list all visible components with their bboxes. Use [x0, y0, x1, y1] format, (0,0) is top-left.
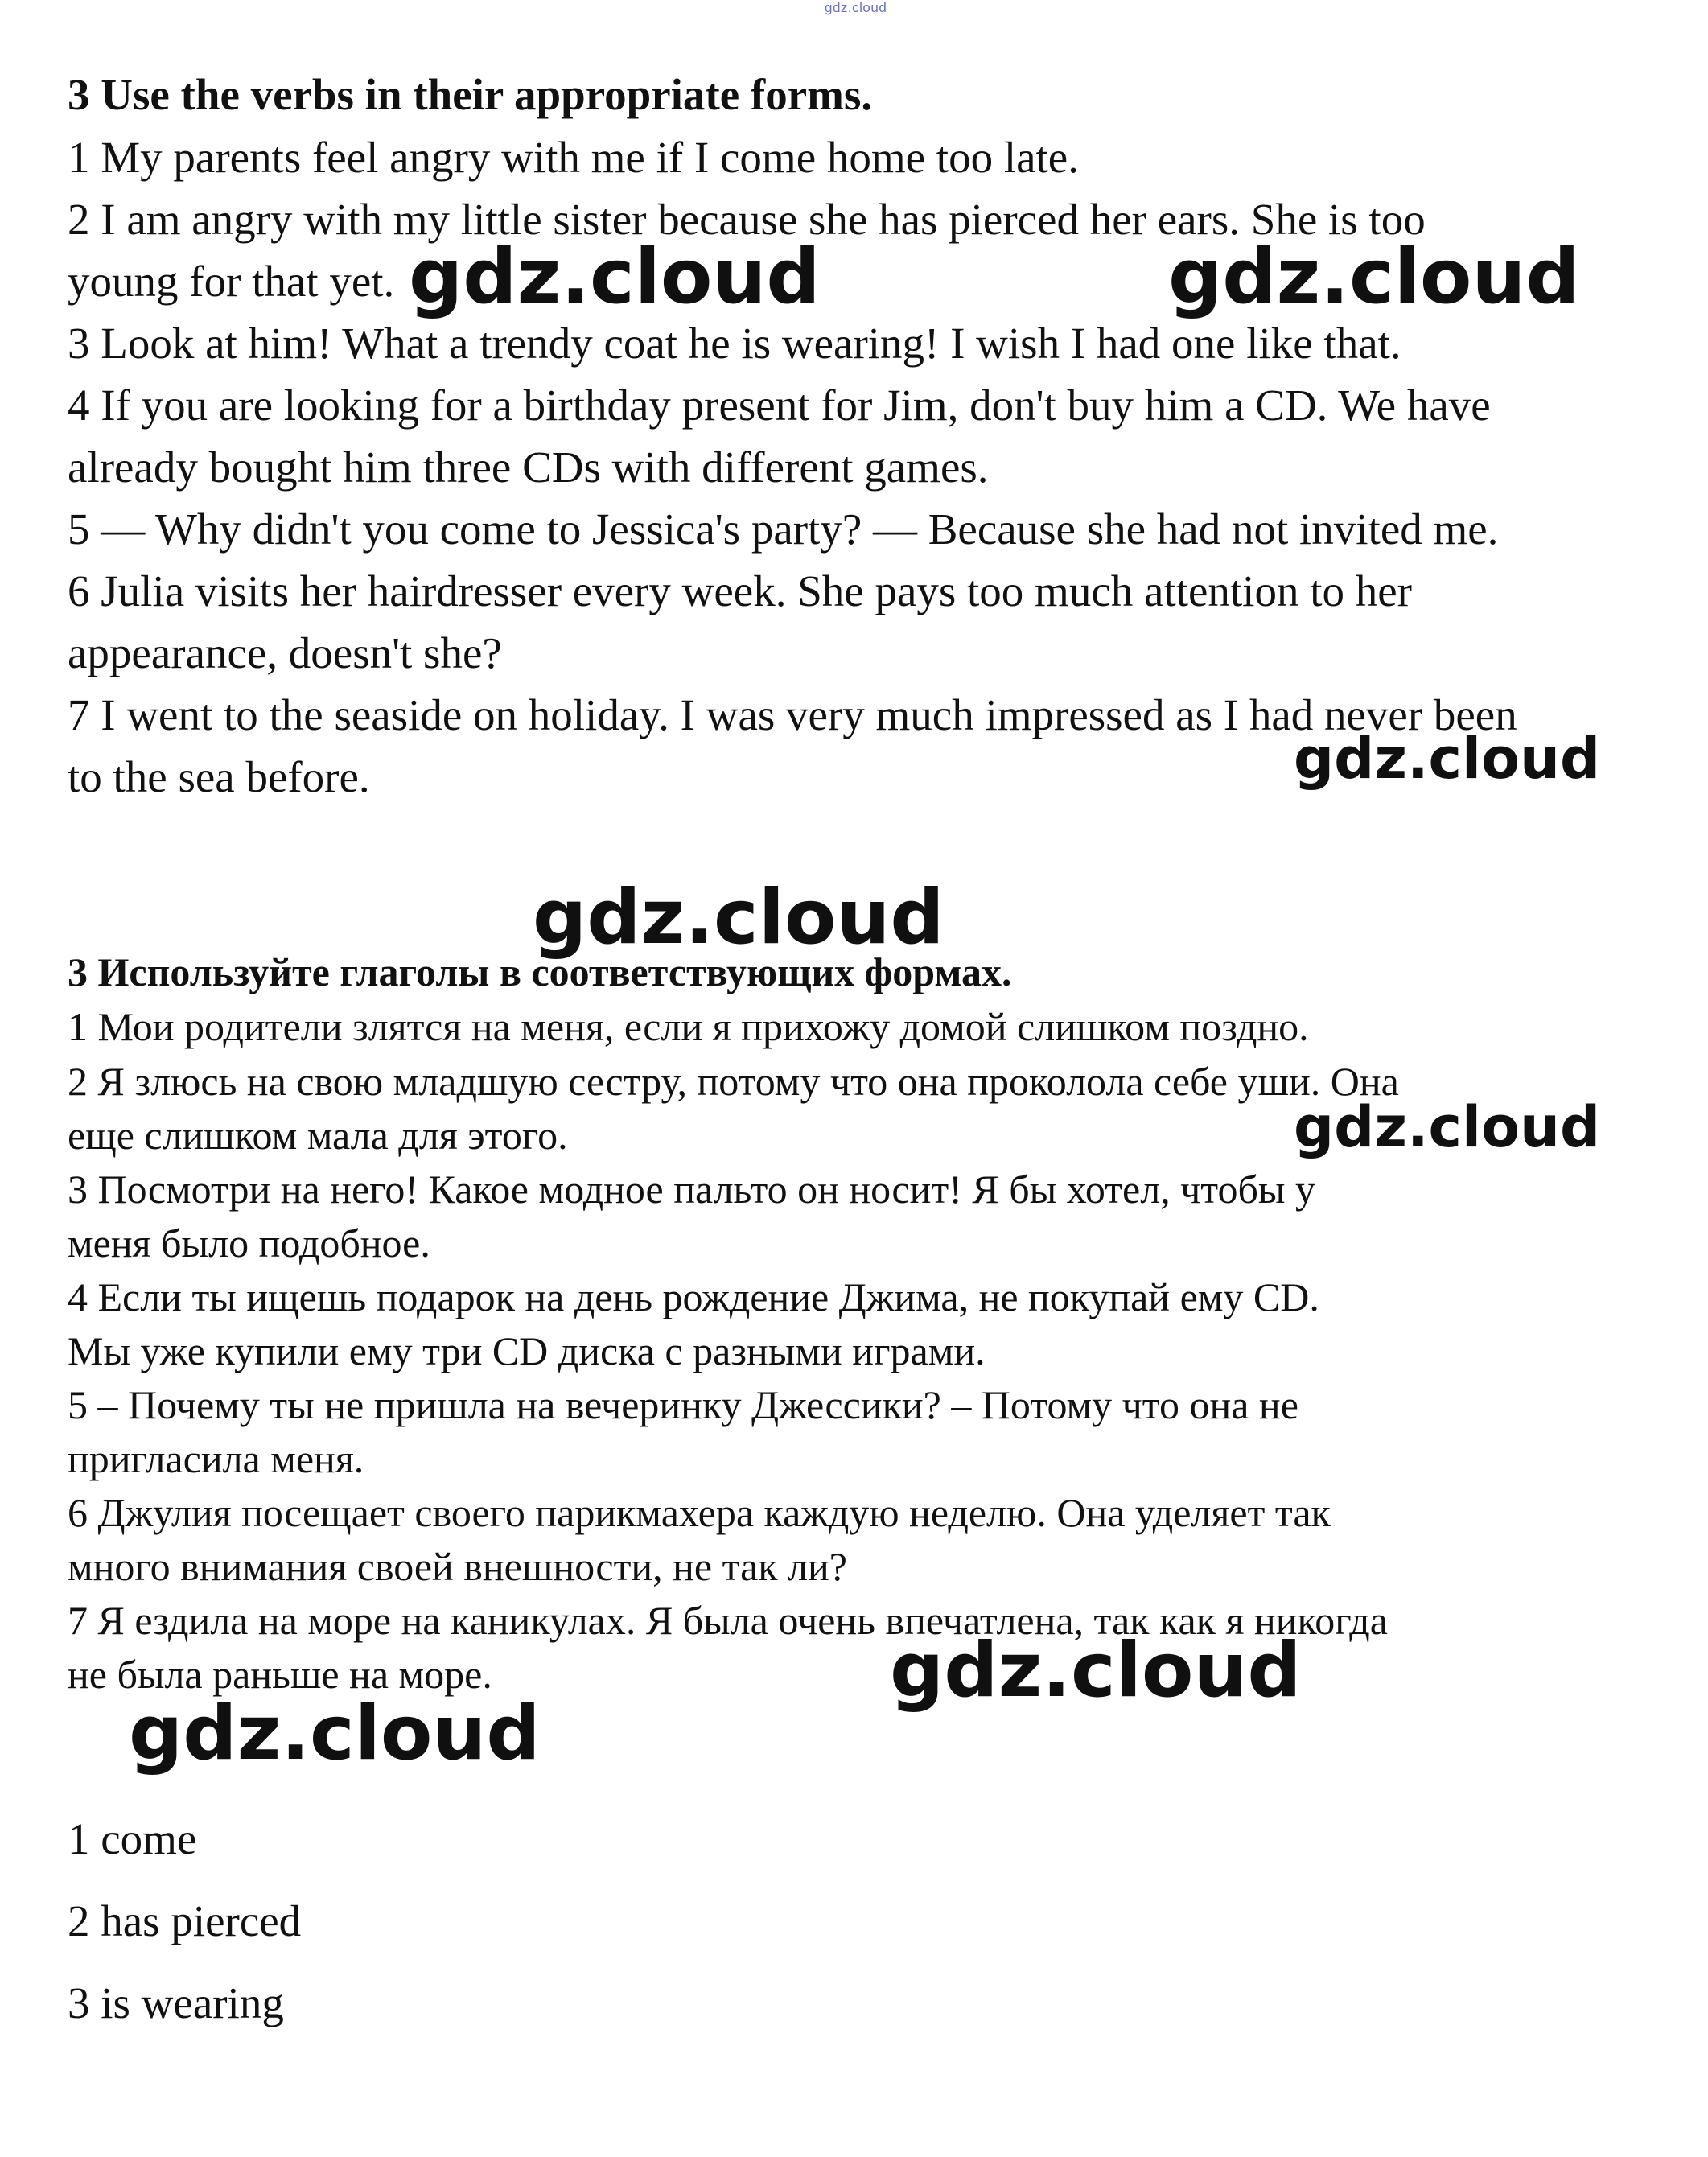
- english-title: 3 Use the verbs in their appropriate forms.: [68, 70, 873, 119]
- answer-item: 2 has pierced: [68, 1896, 302, 1945]
- russian-line: 2 Я злюсь на свою младшую сестру, потому что она проколола себе уши. Она: [68, 1059, 1399, 1104]
- watermark: gdz.cloud: [533, 874, 945, 961]
- watermark: gdz.cloud: [409, 233, 821, 321]
- english-line: appearance, doesn't she?: [68, 628, 502, 677]
- english-line: 4 If you are looking for a birthday present for Jim, don't buy him a CD. We have: [68, 381, 1491, 430]
- russian-line: еще слишком мала для этого.: [68, 1113, 568, 1158]
- answer-item: 1 come: [68, 1814, 197, 1863]
- russian-line: много внимания своей внешности, не так ли?: [68, 1544, 847, 1589]
- watermark: gdz.cloud: [129, 1690, 541, 1777]
- english-line: 3 Look at him! What a trendy coat he is wearing! I wish I had one like that.: [68, 319, 1401, 368]
- russian-line: 4 Если ты ищешь подарок на день рождение Джима, не покупай ему CD.: [68, 1274, 1319, 1319]
- english-line: 6 Julia visits her hairdresser every week. She pays too much attention to her: [68, 566, 1412, 615]
- russian-line: 7 Я ездила на море на каникулах. Я была очень впечатлена, так как я никогда: [68, 1598, 1388, 1643]
- english-line: young for that yet.: [68, 257, 395, 306]
- english-line: already bought him three CDs with different games.: [68, 443, 989, 492]
- russian-line: меня было подобное.: [68, 1221, 430, 1266]
- russian-title: 3 Используйте глаголы в соответствующих формах.: [68, 949, 1012, 994]
- english-line: to the sea before.: [68, 752, 370, 801]
- english-line: 7 I went to the seaside on holiday. I was very much impressed as I had never been: [68, 690, 1517, 739]
- russian-line: 1 Мои родители злятся на меня, если я прихожу домой слишком поздно.: [68, 1004, 1309, 1049]
- english-line: 2 I am angry with my little sister because she has pierced her ears. She is too: [68, 195, 1426, 244]
- russian-line: 3 Посмотри на него! Какое модное пальто он носит! Я бы хотел, чтобы у: [68, 1167, 1316, 1212]
- watermark: gdz.cloud: [890, 1627, 1302, 1714]
- watermark: gdz.cloud: [1168, 233, 1580, 321]
- watermark: gdz.cloud: [1294, 1094, 1601, 1160]
- russian-line: 6 Джулия посещает своего парикмахера каждую неделю. Она уделяет так: [68, 1490, 1331, 1535]
- answer-item: 3 is wearing: [68, 1978, 284, 2027]
- header-watermark: gdz.cloud: [825, 0, 887, 15]
- russian-line: пригласила меня.: [68, 1436, 364, 1481]
- russian-line: 5 – Почему ты не пришла на вечеринку Джессики? – Потому что она не: [68, 1382, 1298, 1427]
- english-line: 5 — Why didn't you come to Jessica's party? — Because she had not invited me.: [68, 504, 1499, 554]
- watermark: gdz.cloud: [1294, 726, 1601, 792]
- russian-line: Мы уже купили ему три CD диска с разными играми.: [68, 1328, 986, 1373]
- russian-line: не была раньше на море.: [68, 1652, 492, 1697]
- english-line: 1 My parents feel angry with me if I come home too late.: [68, 133, 1079, 182]
